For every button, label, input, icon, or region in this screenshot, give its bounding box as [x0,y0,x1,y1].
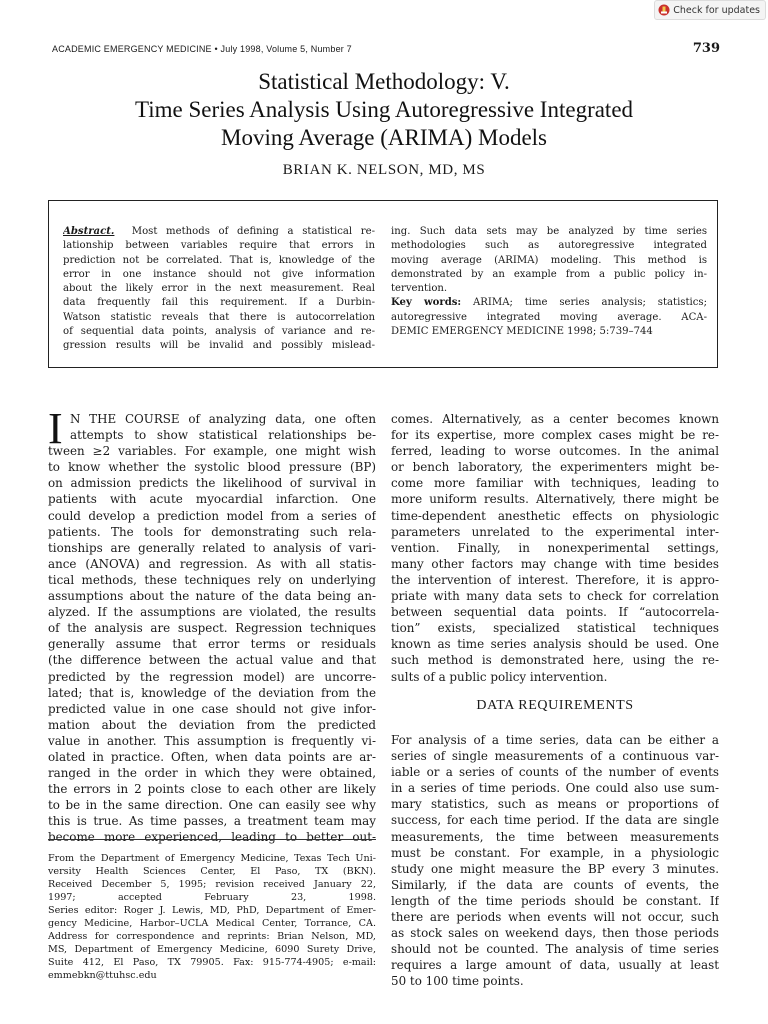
abstract-line: error in one instance should not give information [63,268,375,280]
body-line: predicted by the regression model) are uncorre- [48,669,376,684]
body-line: there are periods when events will not occur, such [391,910,719,925]
body-line: tween ≥2 variables. For example, one might wish [48,444,376,459]
body-line: mary statistics, such as means or proportions of [391,797,719,812]
body-line: N THE COURSE of analyzing data, one often [70,412,376,426]
abstract-line: moving average (ARIMA) modeling. This method is [391,254,707,266]
footnote-line: versity Health Sciences Center, El Paso, TX (BKN). [48,866,376,877]
abstract-line: Watson statistic reveals that there is autocorrelation [63,311,375,323]
body-line: or bench laboratory, the experimenters might be- [391,460,719,475]
check-for-updates-label: Check for updates [673,4,760,16]
body-line: parameters unrelated to the experimental inter- [391,524,719,539]
running-header: ACADEMIC EMERGENCY MEDICINE • July 1998, Volume 5, Number 7 [52,44,352,54]
abstract-line-text: Most methods of defining a statistical re- [131,226,375,237]
article-title [48,68,720,152]
body-line: ance (ANOVA) and regression. As with all statis- [48,556,376,571]
body-line: iable or a series of counts of the number of events [391,765,719,780]
body-line: olated in practice. Often, when data points are ar- [48,749,376,764]
abstract-line: tervention. [391,283,448,295]
crossmark-icon [658,4,670,16]
body-line: ranged in the order in which they were obtained, [48,766,376,781]
abstract-line: about the likely error in the next measurement. Real [63,283,375,295]
author-byline: BRIAN K. NELSON, MD, MS [282,162,486,178]
footnote-line: Received December 5, 1995; revision received January 22, [48,879,376,890]
body-line: requires a large amount of data, usually at least [391,958,719,973]
title-line: Moving Average (ARIMA) Models [221,125,547,150]
body-line: For analysis of a time series, data can be either a [391,733,719,747]
body-line: known as time series analysis should be used. One [391,637,719,652]
abstract-label: Abstract. [63,226,115,237]
footnote-line: Suite 412, El Paso, TX 79905. Fax: 915-774-4905; e-mail: [48,957,376,968]
abstract-line: lationship between variables require that errors in [63,240,375,252]
footnote-line: Address for correspondence and reprints: Brian Nelson, MD, [48,931,376,942]
body-right-column [391,411,719,685]
body-line: success, for each time period. If the data are single [391,813,719,828]
body-line: mation about the deviation from the predicted [48,717,376,732]
footnote-line: emmebkn@ttuhsc.edu [48,970,157,981]
body-line: generally assume that error terms or residuals [48,637,376,652]
body-line: ferred, leading to worse outcomes. In the animal [391,444,719,459]
page-number: 739 [692,41,720,56]
footnote [48,852,376,982]
body-line: predicted value in one case should not give infor- [48,701,376,716]
body-line: measurements, the time between measurements [391,829,719,844]
body-line: alyzed. If the assumptions are violated, the results [48,605,376,620]
title-line: Time Series Analysis Using Autoregressive Integrated [134,97,634,122]
drop-cap: I [48,404,63,453]
body-line: (the difference between the actual value and that [48,653,376,668]
body-line: value in another. This assumption is frequently vi- [48,733,376,748]
body-line: such method is demonstrated here, using the re- [391,653,719,668]
body-left-lines [48,443,376,845]
body-line: tical methods, these techniques rely on underlying [48,572,376,587]
footnote-line: 1997; accepted February 23, 1998. [48,892,376,903]
keywords-text: ARIMA; time series analysis; statistics; [472,297,707,309]
body-line: length of the time periods should be constant. If [391,893,719,908]
body-line: Similarly, if the data are counts of events, the [391,877,719,892]
body-line: more uniform results. Alternatively, there might be [391,492,719,507]
body-line: as stock sales on weekend days, then those periods [391,926,719,941]
section-body [391,732,719,990]
body-line: comes. Alternatively, as a center becomes known [391,412,719,426]
abstract-line: gression results will be invalid and possibly mislead- [63,340,375,352]
abstract-line [63,225,375,239]
body-line: come more familiar with techniques, leading to [391,476,719,491]
keywords-line: autoregressive integrated moving average. ACA- [391,311,707,323]
abstract-left-column [63,225,375,354]
abstract-line: demonstrated by an example from a public policy in- [391,268,707,280]
body-line: could develop a prediction model from a series of [48,508,376,523]
footnote-line: Series editor: Roger J. Lewis, MD, PhD, Department of Emer- [48,905,376,916]
body-line: attempts to show statistical relationships be- [70,428,376,443]
body-line: time-dependent anesthetic effects on physiologic [391,508,719,523]
keywords-line: DEMIC EMERGENCY MEDICINE 1998; 5:739–744 [391,326,653,338]
body-line: assumptions about the nature of the data being an- [48,589,376,604]
abstract-line: methodologies such as autoregressive integrated [391,240,707,252]
abstract-line: prediction not be correlated. That is, knowledge of the [63,254,375,266]
keywords-line [391,296,707,310]
body-line: priate with many data sets to check for correlation [391,589,719,604]
body-line: between sequential data points. If “autocorrela- [391,605,719,620]
check-for-updates-button[interactable] [654,0,766,20]
body-line: tion” exists, specialized statistical techniques [391,621,719,636]
body-line: to be in the same direction. One can easily see why [48,798,376,813]
body-line: of the analysis are suspect. Regression techniques [48,621,376,636]
body-line: become more experienced, leading to better out- [48,830,376,845]
footnote-rule [48,839,376,840]
body-line: patients with acute myocardial infarction. One [48,492,376,507]
abstract-box [48,200,718,368]
footnote-line: gency Medicine, Harbor–UCLA Medical Center, Torrance, CA. [48,918,376,929]
keywords-label: Key words: [391,297,462,309]
footnote-line: MS, Department of Emergency Medicine, 6090 Surety Drive, [48,944,376,955]
body-line: should not be counted. The analysis of time series [391,942,719,957]
body-line: vention. Finally, in nonexperimental settings, [391,540,719,555]
body-line: many other factors may change with time besides [391,556,719,571]
footnote-line: From the Department of Emergency Medicine, Texas Tech Uni- [48,853,376,864]
abstract-line: ing. Such data sets may be analyzed by time series [391,226,707,237]
body-line: study one might measure the BP every 3 minutes. [391,861,719,876]
body-line: series of single measurements of a continuous var- [391,749,719,764]
body-line: lated; that is, knowledge of the deviation from the [48,685,376,700]
abstract-line: of sequential data points, analysis of variance and re- [63,326,375,338]
body-line: tionships are generally related to analysis of vari- [48,540,376,555]
body-line: for its expertise, more complex cases might be re- [391,428,719,443]
body-line: this is true. As time passes, a treatment team may [48,814,376,829]
body-line: must be constant. For example, in a physiologic [391,845,719,860]
abstract-line: data frequently fail this requirement. If a Durbin- [63,297,375,309]
body-line: the errors in 2 points close to each other are likely [48,782,376,797]
body-left-column [48,404,376,846]
body-line: the intervention of interest. Therefore, it is appro- [391,572,719,587]
body-line: 50 to 100 time points. [391,974,524,989]
body-line: patients. The tools for demonstrating such rela- [48,524,376,539]
abstract-right-column [391,225,707,339]
body-line: sults of a public policy intervention. [391,669,608,684]
title-line: Statistical Methodology: V. [258,69,510,94]
body-line: in a series of time periods. One could also use sum- [391,781,719,796]
body-line: to know whether the systolic blood pressure (BP) [48,460,376,475]
section-heading: DATA REQUIREMENTS [476,698,634,713]
body-line: on admission predicts the likelihood of survival in [48,476,376,491]
